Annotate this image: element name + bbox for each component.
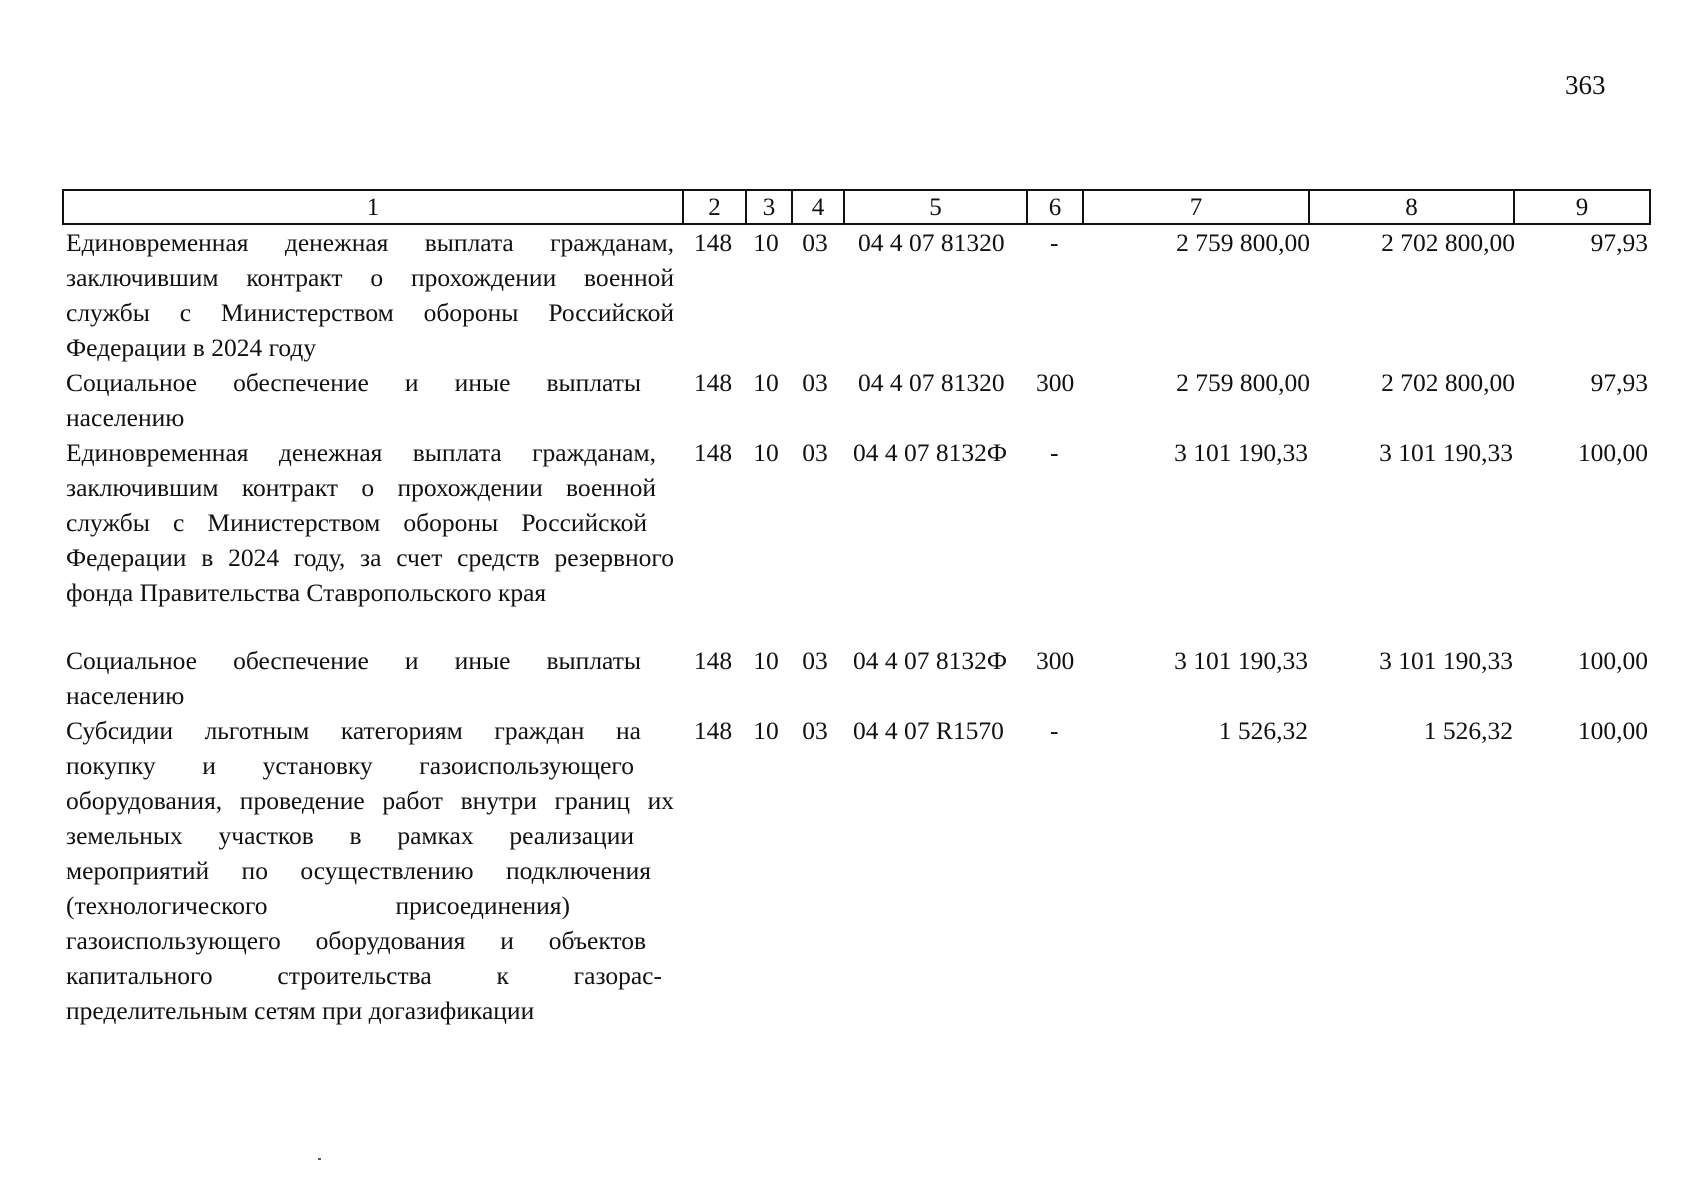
cell-planned-amount: 2 759 800,00: [1176, 368, 1310, 397]
description-line: Единовременная денежная выплата гражданам,: [66, 228, 674, 257]
cell-planned-amount: 3 101 190,33: [1174, 646, 1308, 675]
cell-expense-type: 300: [1036, 368, 1075, 397]
cell-planned-amount: 1 526,32: [1218, 716, 1308, 745]
description-line: заключившим контракт о прохождении военной: [66, 263, 674, 292]
table-header: [62, 189, 1651, 225]
description-line: капитального строительства к газорас-: [66, 961, 662, 990]
description-line: газоиспользующего оборудования и объектов: [66, 926, 646, 955]
cell-percent: 97,93: [1590, 368, 1648, 397]
header-cell-9: 9: [1575, 194, 1589, 221]
cell-section: 10: [753, 228, 779, 257]
cell-section: 10: [753, 716, 779, 745]
header-cell-2: 2: [684, 191, 747, 223]
description-line: оборудования, проведение работ внутри границ их: [66, 786, 674, 815]
row-description: [66, 225, 674, 365]
description-line: службы с Министерством обороны Российской: [66, 298, 674, 327]
cell-target-article: 04 4 07 8132Ф: [853, 646, 1008, 675]
cell-target-article: 04 4 07 81320: [858, 228, 1005, 257]
cell-target-article: 04 4 07 81320: [858, 368, 1005, 397]
row-description: [66, 365, 641, 435]
cell-section: 10: [753, 646, 779, 675]
description-line: (технологического присоединения): [66, 891, 570, 920]
cell-planned-amount: 3 101 190,33: [1174, 438, 1308, 467]
cell-subsection: 03: [802, 368, 828, 397]
cell-subsection: 03: [802, 228, 828, 257]
cell-expense-type: -: [1050, 228, 1059, 257]
cell-expense-type: -: [1050, 716, 1059, 745]
description-line: земельных участков в рамках реализации: [66, 821, 634, 850]
description-line: Социальное обеспечение и иные выплаты: [66, 368, 641, 397]
description-line: Субсидии льготным категориям граждан на: [66, 716, 641, 745]
description-line: Единовременная денежная выплата гражданам,: [66, 438, 656, 467]
cell-subsection: 03: [802, 438, 828, 467]
cell-expense-type: 300: [1036, 646, 1075, 675]
cell-percent: 100,00: [1577, 646, 1648, 675]
description-line: Социальное обеспечение и иные выплаты: [66, 646, 641, 675]
cell-percent: 97,93: [1590, 228, 1648, 257]
description-line: заключившим контракт о прохождении военной: [66, 473, 656, 502]
header-cell-7: 7: [1084, 191, 1310, 223]
header-cell-3: 3: [747, 191, 793, 223]
row-description: [66, 643, 641, 713]
header-cell-8: 8: [1310, 191, 1515, 223]
description-line: службы с Министерством обороны Российской: [66, 508, 647, 537]
header-cell-6: 6: [1028, 191, 1084, 223]
cell-target-article: 04 4 07 R1570: [853, 716, 1004, 745]
description-line: населению: [66, 681, 185, 710]
cell-target-article: 04 4 07 8132Ф: [853, 438, 1008, 467]
cell-executed-amount: 3 101 190,33: [1379, 438, 1513, 467]
header-cell-5: 5: [845, 191, 1028, 223]
description-line: покупку и установку газоиспользующего: [66, 751, 634, 780]
cell-ministry-code: 148: [693, 228, 733, 257]
cell-ministry-code: 148: [693, 716, 733, 745]
row-description: [66, 435, 674, 610]
header-cell-4: 4: [793, 191, 845, 223]
cell-ministry-code: 148: [693, 368, 733, 397]
cell-ministry-code: 148: [693, 646, 733, 675]
cell-executed-amount: 2 702 800,00: [1381, 368, 1515, 397]
page-number: 363: [1565, 70, 1606, 100]
description-line: Федерации в 2024 году: [66, 333, 317, 362]
cell-executed-amount: 3 101 190,33: [1379, 646, 1513, 675]
row-description: [66, 713, 674, 1028]
description-line: населению: [66, 403, 185, 432]
description-line: пределительным сетям при догазификации: [66, 996, 535, 1025]
cell-ministry-code: 148: [693, 438, 733, 467]
cell-percent: 100,00: [1577, 438, 1648, 467]
cell-subsection: 03: [802, 716, 828, 745]
cell-percent: 100,00: [1577, 716, 1648, 745]
cell-section: 10: [753, 438, 779, 467]
header-cell-1: 1: [64, 191, 684, 223]
scan-speck: [318, 1158, 321, 1160]
description-line: фонда Правительства Ставропольского края: [66, 578, 547, 607]
cell-subsection: 03: [802, 646, 828, 675]
cell-executed-amount: 2 702 800,00: [1381, 228, 1515, 257]
description-line: Федерации в 2024 году, за счет средств резервного: [66, 543, 674, 572]
cell-executed-amount: 1 526,32: [1423, 716, 1513, 745]
description-line: мероприятий по осуществлению подключения: [66, 856, 651, 885]
cell-planned-amount: 2 759 800,00: [1176, 228, 1310, 257]
cell-section: 10: [753, 368, 779, 397]
cell-expense-type: -: [1050, 438, 1059, 467]
